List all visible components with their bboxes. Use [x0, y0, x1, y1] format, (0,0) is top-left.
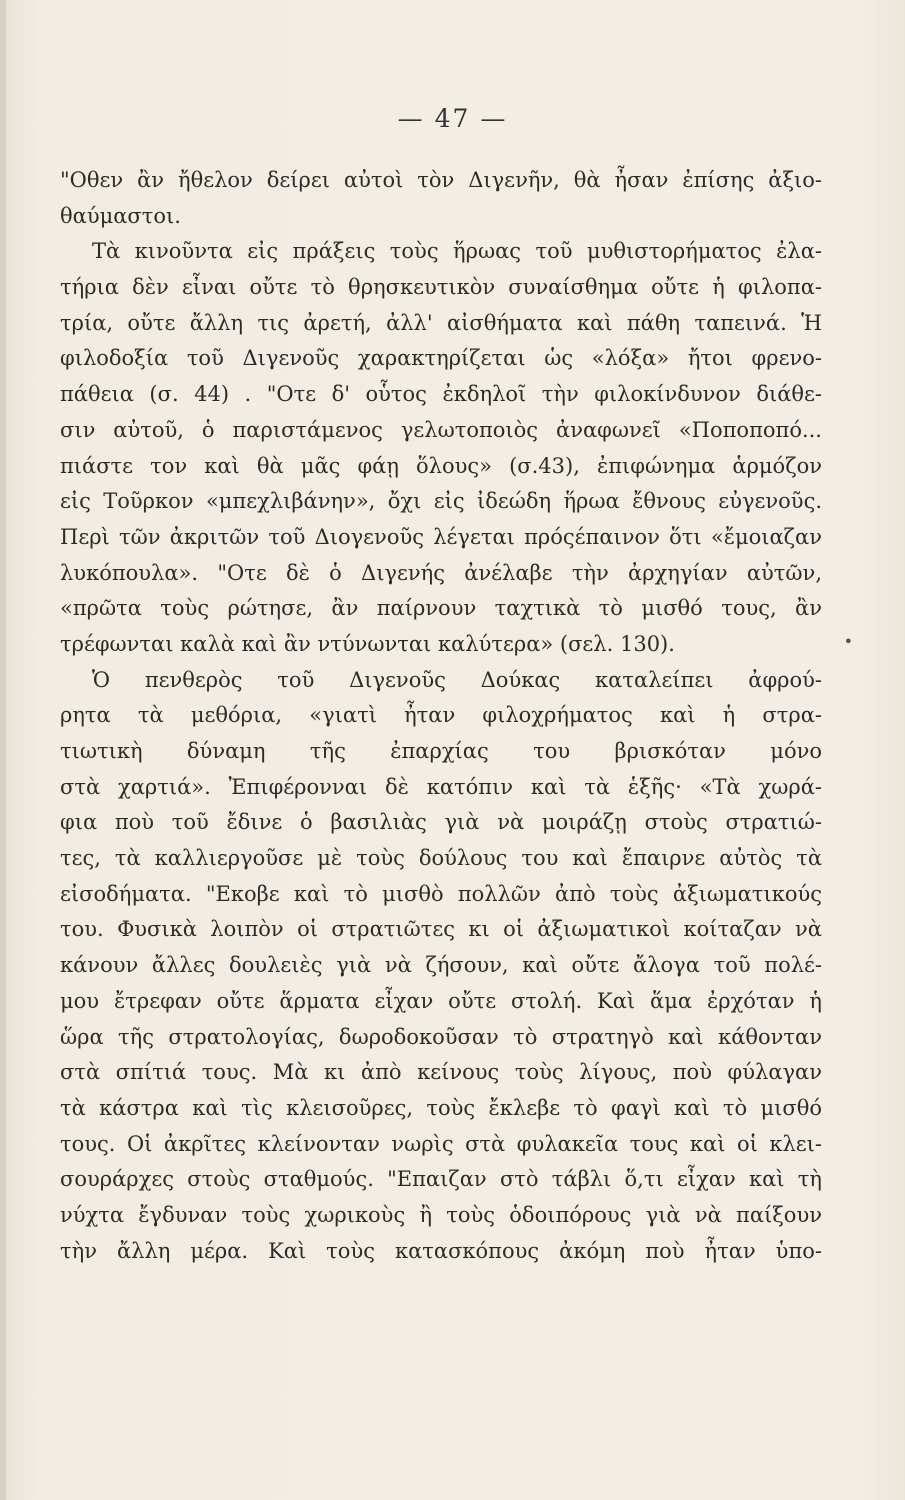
- text-line: κάνουν ἄλλες δουλειὲς γιὰ νὰ ζήσουν, καὶ οὔτε ἄλογα τοῦ πολέ-: [60, 953, 822, 978]
- text-line: φια ποὺ τοῦ ἔδινε ὁ βασιλιὰς γιὰ νὰ μοιράζῃ στοὺς στρατιώ-: [60, 810, 822, 835]
- text-line: «πρῶτα τοὺς ρώτησε, ἂν παίρνουν ταχτικὰ τὸ μισθό τους, ἂν: [60, 596, 822, 621]
- page-gutter: [0, 0, 6, 1500]
- text-line: ρητα τὰ μεθόρια, «γιατὶ ἦταν φιλοχρήματος καὶ ἡ στρα-: [60, 703, 822, 728]
- text-line: Περὶ τῶν ἀκριτῶν τοῦ Διογενοῦς λέγεται πρόςέπαινον ὅτι «ἔμοιαζαν: [60, 524, 822, 549]
- text-line: τήρια δὲν εἶναι οὔτε τὸ θρησκευτικὸν συναίσθημα οὔτε ἡ φιλοπα-: [60, 275, 822, 300]
- text-line: σιν αὐτοῦ, ὁ παριστάμενος γελωτοποιὸς ἀναφωνεῖ «Ποποποπό...: [60, 417, 822, 442]
- text-line: τὴν ἄλλη μέρα. Καὶ τοὺς κατασκόπους ἀκόμη ποὺ ἦταν ὑπο-: [60, 1238, 822, 1263]
- text-line: θαύμαστοι.: [60, 203, 181, 228]
- text-line: στὰ χαρτιά». Ἐπιφέρονναι δὲ κατόπιν καὶ τὰ ἑξῆς· «Τὰ χωρά-: [60, 774, 822, 799]
- text-line: πάθεια (σ. 44) . "Οτε δ' οὗτος ἐκδηλοῖ τὴν φιλοκίνδυνον διάθε-: [60, 382, 822, 407]
- text-line: φιλοδοξία τοῦ Διγενοῦς χαρακτηρίζεται ὡς «λόξα» ἤτοι φρενο-: [60, 346, 822, 371]
- text-line: εἰσοδήματα. "Εκοβε καὶ τὸ μισθὸ πολλῶν ἀπὸ τοὺς ἀξιωματικούς: [60, 881, 822, 906]
- body-text: [60, 163, 822, 1269]
- text-line: τιωτικὴ δύναμη τῆς ἐπαρχίας του βρισκόταν μόνο: [60, 739, 822, 763]
- text-line: στὰ σπίτιά τους. Μὰ κι ἀπὸ κείνους τοὺς λίγους, ποὺ φύλαγαν: [60, 1060, 822, 1085]
- text-line: σουράρχες στοὺς σταθμούς. "Επαιζαν στὸ τάβλι ὅ,τι εἶχαν καὶ τὴ: [60, 1167, 822, 1192]
- margin-mark: •: [843, 632, 853, 651]
- text-line: Τὰ κινοῦντα εἰς πράξεις τοὺς ἥρωας τοῦ μυθιστορήματος ἐλα-: [92, 239, 822, 264]
- text-line: ὥρα τῆς στρατολογίας, δωροδοκοῦσαν τὸ στρατηγὸ καὶ κάθονταν: [60, 1024, 822, 1049]
- text-line: λυκόπουλα». "Οτε δὲ ὁ Διγενής ἀνέλαβε τὴν ἀρχηγίαν αὐτῶν,: [60, 560, 822, 585]
- text-line: τρέφωνται καλὰ καὶ ἂν ντύνωνται καλύτερα» (σελ. 130).: [60, 631, 675, 656]
- text-line: μου ἔτρεφαν οὔτε ἅρματα εἶχαν οὔτε στολή. Καὶ ἅμα ἐρχόταν ἡ: [60, 988, 822, 1013]
- page-number: — 47 —: [397, 104, 508, 133]
- text-line: τες, τὰ καλλιεργοῦσε μὲ τοὺς δούλους του καὶ ἔπαιρνε αὐτὸς τὰ: [60, 846, 822, 871]
- text-line: "Οθεν ἂν ἤθελον δείρει αὐτοὶ τὸν Διγενῆν, θὰ ἦσαν ἐπίσης ἀξιο-: [60, 168, 822, 192]
- text-line: εἰς Τοῦρκον «μπεχλιβάνην», ὄχι εἰς ἰδεώδη ἥρωα ἔθνους εὐγενοῦς.: [60, 489, 822, 514]
- text-line: του. Φυσικὰ λοιπὸν οἱ στρατιῶτες κι οἱ ἀξιωματικοὶ κοίταζαν νὰ: [60, 917, 822, 942]
- text-line: Ὁ πενθερὸς τοῦ Διγενοῦς Δούκας καταλείπει ἀφρού-: [92, 667, 822, 692]
- text-line: τὰ κάστρα καὶ τὶς κλεισοῦρες, τοὺς ἔκλεβε τὸ φαγὶ καὶ τὸ μισθό: [60, 1095, 822, 1120]
- text-line: τρία, οὔτε ἄλλη τις ἀρετή, ἀλλ' αἰσθήματα καὶ πάθη ταπεινά. Ἡ: [60, 310, 822, 335]
- text-line: νύχτα ἔγδυναν τοὺς χωρικοὺς ἢ τοὺς ὁδοιπόρους γιὰ νὰ παίξουν: [60, 1202, 822, 1227]
- text-line: πιάστε τον καὶ θὰ μᾶς φάῃ ὅλους» (σ.43), ἐπιφώνημα ἁρμόζον: [60, 453, 822, 478]
- text-line: τους. Οἱ ἀκρῖτες κλείνονταν νωρὶς στὰ φυλακεῖα τους καὶ οἱ κλει-: [60, 1131, 822, 1156]
